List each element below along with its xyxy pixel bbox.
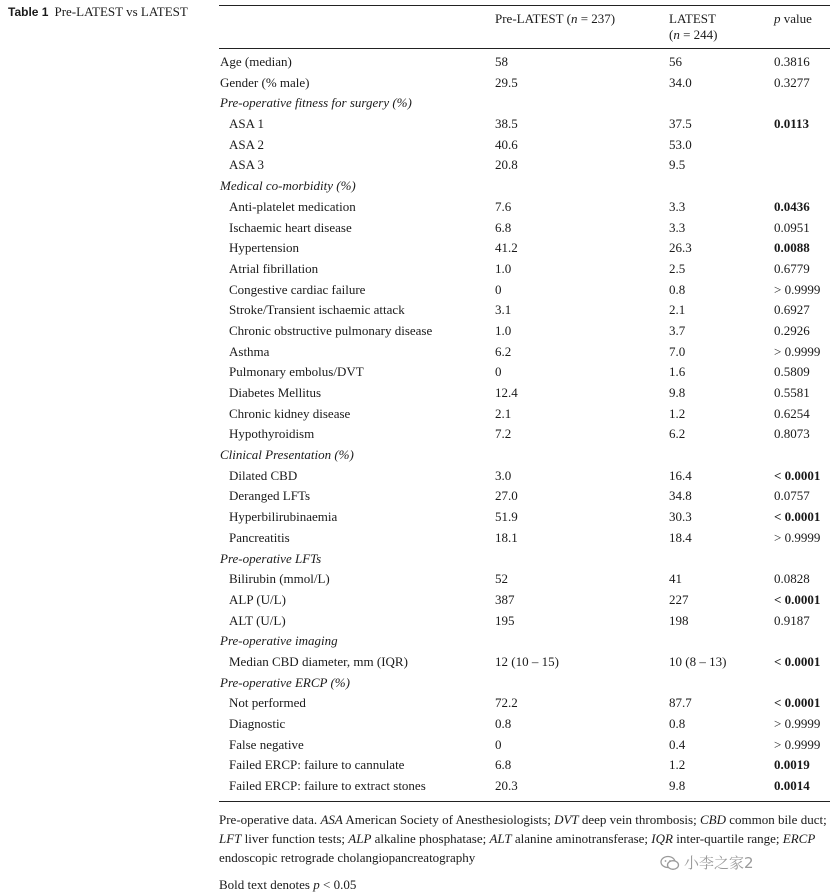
- footnote-definition: alanine aminotransferase;: [511, 831, 652, 846]
- table-row: [219, 238, 830, 259]
- table-row: [219, 362, 830, 383]
- row-label: Congestive cardiac failure: [229, 281, 366, 297]
- pre-latest-value: 27.0: [495, 488, 518, 504]
- header-pre-text: Pre-LATEST (: [495, 11, 571, 26]
- row-label: Failed ERCP: failure to cannulate: [229, 757, 405, 773]
- row-label: Diabetes Mellitus: [229, 385, 322, 400]
- p-value: 0.0951: [774, 219, 810, 235]
- table-body: [219, 49, 830, 797]
- table-row: [219, 52, 830, 73]
- p-value: 0.6779: [774, 260, 810, 276]
- pre-latest-value: 0.8: [495, 716, 512, 731]
- footnote-abbr: ALT: [489, 831, 512, 846]
- latest-value: 2.1: [669, 302, 686, 318]
- section-label: Medical co-morbidity (%): [220, 178, 356, 194]
- row-label: Median CBD diameter, mm (IQR): [229, 653, 408, 669]
- footnote-abbr: LFT: [219, 831, 242, 846]
- row-label: ALT (U/L): [229, 612, 286, 628]
- section-label: Pre-operative imaging: [220, 633, 338, 649]
- latest-value: 34.8: [669, 488, 692, 504]
- latest-value: 9.8: [669, 778, 686, 794]
- pre-latest-value: 58: [495, 54, 508, 69]
- header-p: p: [774, 11, 781, 26]
- row-label: ASA 2: [229, 136, 265, 152]
- p-value: 0.0436: [774, 198, 810, 214]
- footnote-intro: Pre-operative data.: [219, 812, 321, 827]
- table-row: [219, 755, 830, 776]
- latest-value: 198: [669, 612, 689, 628]
- p-value: 0.9187: [774, 612, 810, 628]
- header-latest-paren: (: [669, 27, 674, 42]
- table-header: [219, 6, 830, 48]
- pre-latest-value: 20.3: [495, 778, 518, 794]
- latest-value: 16.4: [669, 467, 692, 483]
- row-label: Deranged LFTs: [229, 488, 311, 504]
- pre-latest-value: 7.2: [495, 426, 512, 442]
- table-row: [219, 135, 830, 156]
- pre-latest-value: 12.4: [495, 385, 518, 400]
- section-label: Pre-operative ERCP (%): [220, 674, 350, 690]
- p-value: > 0.9999: [774, 343, 821, 359]
- latest-value: 1.2: [669, 757, 686, 773]
- section-header-row: [219, 445, 830, 466]
- table-row: [219, 611, 830, 632]
- latest-value: 10 (8 – 13): [669, 653, 727, 669]
- section-header-row: [219, 176, 830, 197]
- header-p-value: [774, 11, 812, 27]
- p-value: 0.8073: [774, 426, 810, 442]
- row-label: Asthma: [229, 343, 270, 359]
- latest-value: 9.8: [669, 385, 686, 400]
- table-row: [219, 155, 830, 176]
- p-value: 0.6254: [774, 405, 810, 421]
- latest-value: 30.3: [669, 509, 692, 525]
- p-value: 0.6927: [774, 302, 810, 318]
- pre-latest-value: 6.8: [495, 757, 512, 773]
- latest-value: 6.2: [669, 426, 686, 442]
- bold-note-text: Bold text denotes: [219, 877, 314, 892]
- row-label: Stroke/Transient ischaemic attack: [229, 302, 405, 318]
- latest-value: 227: [669, 591, 689, 607]
- watermark: [660, 852, 754, 873]
- latest-value: 26.3: [669, 240, 692, 256]
- p-value: > 0.9999: [774, 716, 821, 731]
- section-header-row: [219, 93, 830, 114]
- section-header-row: [219, 549, 830, 570]
- section-label: Pre-operative LFTs: [220, 550, 322, 566]
- latest-value: 0.8: [669, 716, 686, 731]
- row-label: False negative: [229, 736, 304, 752]
- section-header-row: [219, 673, 830, 694]
- wechat-icon: [660, 855, 680, 871]
- table-caption: [8, 4, 198, 20]
- table-row: [219, 528, 830, 549]
- row-label: Failed ERCP: failure to extract stones: [229, 778, 426, 794]
- footnote-definition: common bile duct;: [725, 812, 827, 827]
- pre-latest-value: 51.9: [495, 509, 518, 525]
- pre-latest-value: 3.1: [495, 302, 512, 318]
- footnote-definition: American Society of Anesthesiologists;: [342, 812, 555, 827]
- p-value: < 0.0001: [774, 467, 821, 483]
- latest-value: 3.7: [669, 322, 686, 338]
- row-label: Pulmonary embolus/DVT: [229, 364, 364, 380]
- pre-latest-value: 6.8: [495, 219, 512, 235]
- footnote-definition: deep vein thrombosis;: [578, 812, 700, 827]
- table-row: [219, 114, 830, 135]
- header-value: value: [780, 11, 812, 26]
- p-value: 0.0757: [774, 488, 810, 504]
- header-latest-count: = 244): [679, 27, 718, 42]
- p-value: 0.0828: [774, 571, 810, 587]
- table-row: [219, 714, 830, 735]
- table-title: Pre-LATEST vs LATEST: [54, 4, 188, 19]
- table-row: [219, 693, 830, 714]
- header-latest-n: n: [673, 27, 680, 42]
- p-value: < 0.0001: [774, 695, 821, 711]
- pre-latest-value: 195: [495, 612, 515, 628]
- row-label: Hypertension: [229, 240, 300, 256]
- row-label: Gender (% male): [220, 74, 310, 90]
- header-pre-latest: [495, 11, 615, 27]
- row-label: ALP (U/L): [229, 591, 286, 607]
- table-row: [219, 197, 830, 218]
- pre-latest-value: 6.2: [495, 343, 512, 359]
- p-value: 0.5581: [774, 385, 810, 400]
- pre-latest-value: 12 (10 – 15): [495, 653, 559, 669]
- table-row: [219, 73, 830, 94]
- footnote-definition: endoscopic retrograde cholangiopancreatography: [219, 850, 476, 865]
- table-label: Table 1: [8, 5, 49, 19]
- row-label: Ischaemic heart disease: [229, 219, 352, 235]
- pre-latest-value: 72.2: [495, 695, 518, 711]
- row-label: Age (median): [220, 54, 292, 69]
- latest-value: 56: [669, 54, 682, 69]
- latest-value: 2.5: [669, 260, 686, 276]
- pre-latest-value: 20.8: [495, 157, 518, 173]
- row-label: Bilirubin (mmol/L): [229, 571, 330, 587]
- p-value: 0.0088: [774, 240, 810, 256]
- pre-latest-value: 29.5: [495, 74, 518, 90]
- table-row: [219, 321, 830, 342]
- pre-latest-value: 1.0: [495, 322, 512, 338]
- latest-value: 53.0: [669, 136, 692, 152]
- row-label: ASA 3: [229, 157, 265, 173]
- footnote-abbr: CBD: [699, 812, 726, 827]
- row-label: Diagnostic: [229, 716, 286, 731]
- latest-value: 37.5: [669, 116, 692, 132]
- header-pre-n: n: [570, 11, 578, 26]
- latest-value: 3.3: [669, 219, 686, 235]
- pre-latest-value: 0: [495, 736, 502, 752]
- p-value: 0.2926: [774, 322, 810, 338]
- footnote-definition: liver function tests;: [241, 831, 349, 846]
- table-row: [219, 300, 830, 321]
- footnote-bold-note: [219, 875, 830, 894]
- pre-latest-value: 38.5: [495, 116, 518, 132]
- pre-latest-value: 41.2: [495, 240, 518, 256]
- section-label: Clinical Presentation (%): [220, 447, 354, 463]
- row-label: Atrial fibrillation: [229, 260, 319, 276]
- table-row: [219, 569, 830, 590]
- p-value: > 0.9999: [774, 736, 821, 752]
- table-row: [219, 652, 830, 673]
- row-label: Not performed: [229, 695, 306, 711]
- table-row: [219, 342, 830, 363]
- p-value: > 0.9999: [774, 281, 821, 297]
- table-row: [219, 590, 830, 611]
- latest-value: 0.4: [669, 736, 686, 752]
- table-bottom-rule: [219, 801, 830, 802]
- p-value: < 0.0001: [774, 509, 821, 525]
- row-label: Anti-platelet medication: [229, 198, 356, 214]
- p-value: < 0.0001: [774, 591, 821, 607]
- latest-value: 41: [669, 571, 682, 587]
- latest-value: 7.0: [669, 343, 686, 359]
- table-row: [219, 507, 830, 528]
- table-row: [219, 383, 830, 404]
- header-pre-count: = 237): [577, 11, 616, 26]
- latest-value: 3.3: [669, 198, 686, 214]
- latest-value: 18.4: [669, 529, 692, 545]
- section-label: Pre-operative fitness for surgery (%): [220, 95, 412, 111]
- pre-latest-value: 3.0: [495, 467, 512, 483]
- pre-latest-value: 40.6: [495, 136, 518, 152]
- watermark-text: 小李之家2: [684, 854, 754, 872]
- table-row: [219, 280, 830, 301]
- row-label: ASA 1: [229, 116, 265, 132]
- footnote-definition: alkaline phosphatase;: [371, 831, 490, 846]
- table-row: [219, 218, 830, 239]
- bold-note-p: p: [313, 877, 320, 892]
- pre-latest-value: 7.6: [495, 198, 512, 214]
- pre-latest-value: 0: [495, 364, 502, 380]
- p-value: < 0.0001: [774, 653, 821, 669]
- latest-value: 34.0: [669, 74, 692, 90]
- row-label: Chronic kidney disease: [229, 405, 351, 421]
- section-header-row: [219, 631, 830, 652]
- pre-latest-value: 18.1: [495, 529, 518, 545]
- pre-latest-value: 0: [495, 281, 502, 297]
- row-label: Dilated CBD: [229, 467, 298, 483]
- pre-latest-value: 387: [495, 591, 515, 607]
- header-latest: [669, 11, 718, 43]
- latest-value: 87.7: [669, 695, 692, 711]
- footnote-abbr: DVT: [554, 812, 579, 827]
- latest-value: 1.2: [669, 405, 686, 421]
- table-row: [219, 466, 830, 487]
- footnote-abbr: ASA: [320, 812, 343, 827]
- footnote-abbr: ERCP: [782, 831, 816, 846]
- footnote-abbr: IQR: [651, 831, 673, 846]
- p-value: > 0.9999: [774, 529, 821, 545]
- p-value: 0.3277: [774, 74, 810, 90]
- pre-latest-value: 1.0: [495, 260, 512, 276]
- bold-note-threshold: < 0.05: [319, 877, 357, 892]
- latest-value: 0.8: [669, 281, 686, 297]
- p-value: 0.0019: [774, 757, 810, 773]
- latest-value: 9.5: [669, 157, 686, 173]
- table-row: [219, 259, 830, 280]
- header-latest-text: LATEST: [669, 11, 716, 26]
- row-label: Pancreatitis: [229, 529, 290, 545]
- row-label: Hypothyroidism: [229, 426, 315, 442]
- pre-latest-value: 52: [495, 571, 508, 587]
- table-row: [219, 486, 830, 507]
- table-row: [219, 404, 830, 425]
- footnote-definition: inter-quartile range;: [672, 831, 783, 846]
- table-row: [219, 776, 830, 797]
- p-value: 0.0014: [774, 778, 810, 794]
- row-label: Hyperbilirubinaemia: [229, 509, 338, 525]
- pre-latest-value: 2.1: [495, 405, 512, 421]
- table-row: [219, 424, 830, 445]
- footnote-abbr: ALP: [348, 831, 372, 846]
- p-value: 0.5809: [774, 364, 810, 380]
- results-table: [219, 5, 830, 802]
- table-row: [219, 735, 830, 756]
- row-label: Chronic obstructive pulmonary disease: [229, 322, 433, 338]
- latest-value: 1.6: [669, 364, 686, 380]
- p-value: 0.3816: [774, 54, 810, 69]
- p-value: 0.0113: [774, 116, 810, 132]
